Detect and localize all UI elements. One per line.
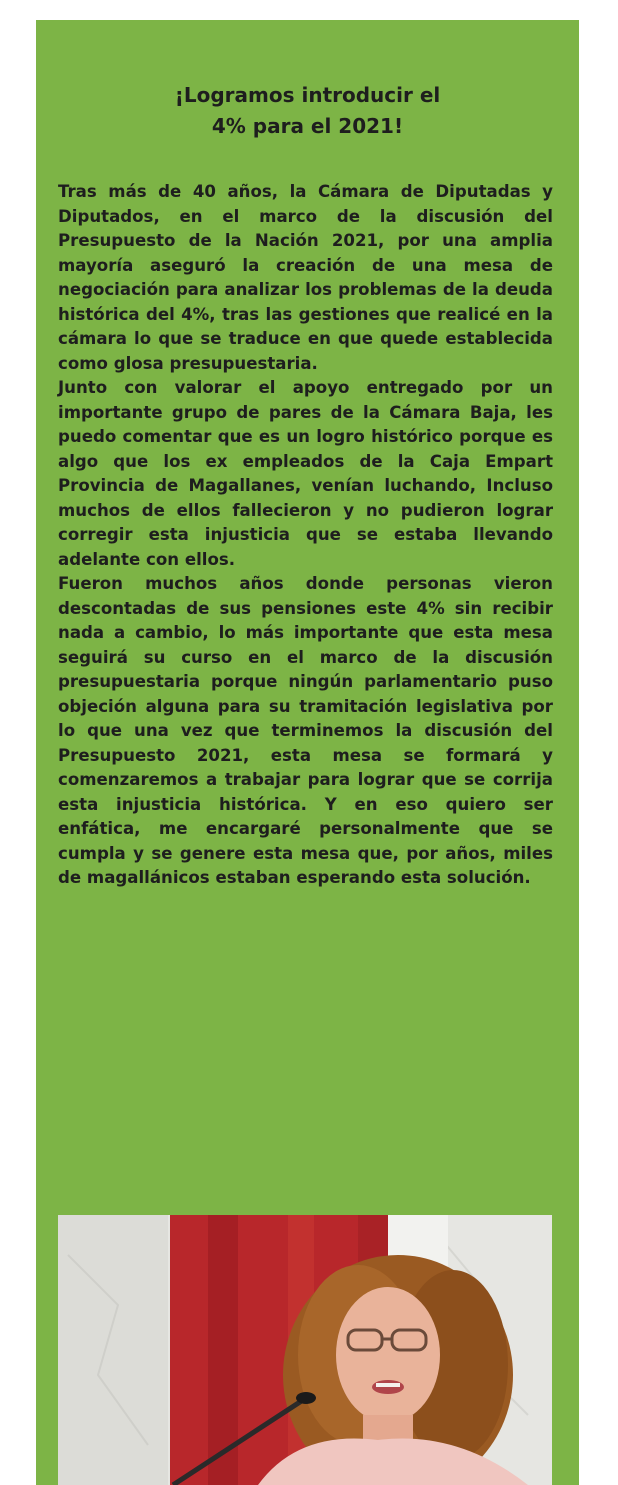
- article-panel: [36, 20, 579, 1485]
- speaker-photo: [58, 1215, 552, 1485]
- article-body: [58, 180, 553, 891]
- headline-line-1: ¡Logramos introducir el: [174, 83, 441, 107]
- headline: [36, 80, 579, 142]
- article-paragraph-2: Junto con valorar el apoyo entregado por un importante grupo de pares de la Cámara Baja, les puedo comentar que es un logro histórico porque es algo que los ex empleados de la Caja Empart Provincia de Magallanes, venían luchando, Incluso muchos de ellos fallecieron y no pudieron lograr corregir esta injusticia que se estaba llevando adelante con ellos.: [58, 378, 553, 569]
- headline-line-2: 4% para el 2021!: [211, 114, 404, 138]
- article-paragraph-1: Tras más de 40 años, la Cámara de Diputadas y Diputados, en el marco de la discusión del Presupuesto de la Nación 2021, por una amplia mayoría aseguró la creación de una mesa de negociación para analizar los problemas de la deuda histórica del 4%, tras las gestiones que realicé en la cámara lo que se traduce en que quede establecida como glosa presupuestaria.: [58, 182, 553, 373]
- article-paragraph-3: Fueron muchos años donde personas vieron descontadas de sus pensiones este 4% sin recibir nada a cambio, lo más importante que esta mesa seguirá su curso en el marco de la discusión presupuestaria porque ningún parlamentario puso objeción alguna para su tramitación legislativa por lo que una vez que terminemos la discusión del Presupuesto 2021, esta mesa se formará y comenzaremos a trabajar para lograr que se corrija esta injusticia histórica. Y en eso quiero ser enfática, me encargaré personalmente que se cumpla y se genere esta mesa que, por años, miles de magallánicos estaban esperando esta solución.: [58, 574, 553, 887]
